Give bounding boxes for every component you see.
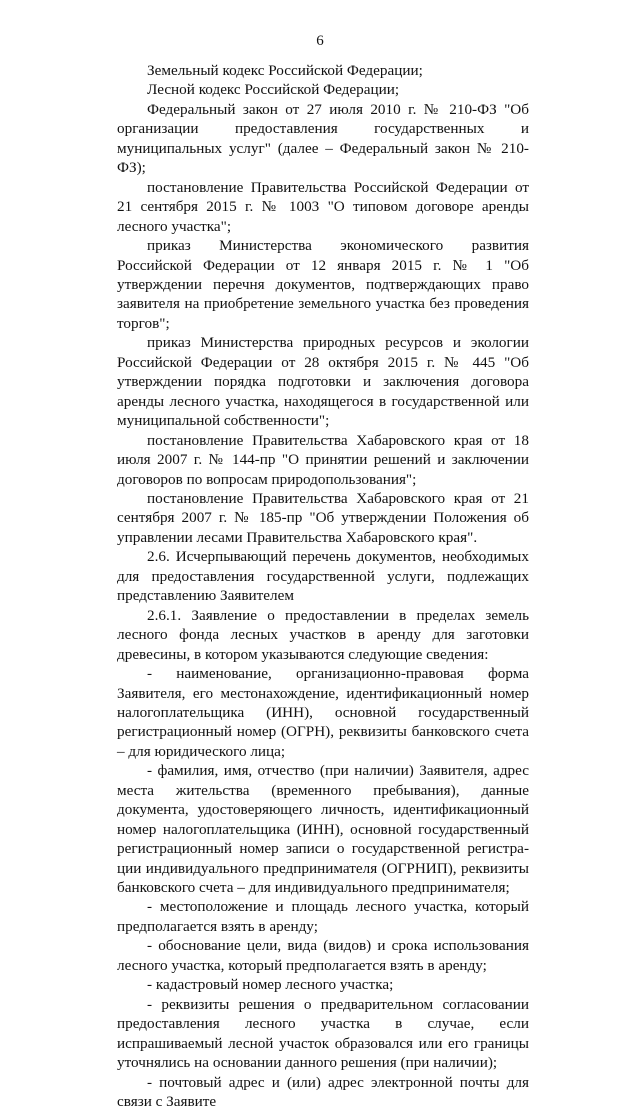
list-item-postal-address: - почтовый адрес и (или) адрес электронной почты для связи с Заявите xyxy=(117,1073,529,1111)
paragraph-land-code: Земельный кодекс Российской Федерации; xyxy=(147,62,423,79)
paragraph-ministry-economy-order: приказ Министерства экономического развития Российской Федерации от 12 января 2015 г. № 1 "Об утверждении перечня документов, подтверждающих право заявителя на приобретение земельного участка без проведения торгов"; xyxy=(117,237,529,332)
paragraph-khabarovsk-resolution-185: постановление Правительства Хабаровского края от 21 сентября 2007 г. № 185-пр "Об утверждении Положения об управлении лесами Правительства Хабаровского края". xyxy=(117,489,529,546)
list-item-purpose: - обоснование цели, вида (видов) и срока использования лесного участка, который предполагается взять в аренду; xyxy=(117,937,529,974)
section-heading-2-6: 2.6. Исчерпывающий перечень документов, необходимых для предоставления государственной услуги, подлежащих представлению Заявителем xyxy=(117,548,529,605)
list-item-individual-entrepreneur: - фамилия, имя, отчество (при наличии) Заявителя, адрес места жительства (временного пребывания), данные документа, удостоверяющего личность, идентификационный номер налогоплательщика (ИНН), основной государственный регистрационный номер записи о государственной регистрации индивидуального предпринимателя (ОГРНИП), реквизиты банковского счета – для индивидуального предпринимателя; xyxy=(117,762,529,897)
paragraph-federal-law-210: Федеральный закон от 27 июля 2010 г. № 210-ФЗ "Об организации предоставления государственных и муниципальных услуг" (далее – Федеральный закон № 210-ФЗ); xyxy=(117,100,529,177)
list-item-cadastral-number: - кадастровый номер лесного участка; xyxy=(147,976,394,994)
document-body xyxy=(117,61,529,1111)
paragraph-forest-code: Лесной кодекс Российской Федерации; xyxy=(147,81,400,99)
list-item-location-area: - местоположение и площадь лесного участка, который предполагается взять в аренду; xyxy=(117,898,529,935)
paragraph-ministry-natural-resources-order: приказ Министерства природных ресурсов и экологии Российской Федерации от 28 октября 2015 г. № 445 "Об утверждении порядка подготовки и заключения договора аренды лесного участка, находящегося в государственной или муниципальной собственности"; xyxy=(117,334,529,430)
paragraph-khabarovsk-resolution-144: постановление Правительства Хабаровского края от 18 июля 2007 г. № 144-пр "О принятии решений и заключении договоров по вопросам природопользования"; xyxy=(117,431,529,488)
paragraph-2-6-1: 2.6.1. Заявление о предоставлении в пределах земель лесного фонда лесных участков в аренду для заготовки древесины, в котором указываются следующие сведения: xyxy=(117,606,529,663)
paragraph-government-resolution-1003: постановление Правительства Российской Федерации от 21 сентября 2015 г. № 1003 "О типовом договоре аренды лесного участка"; xyxy=(117,178,529,235)
list-item-legal-entity: - наименование, организационно-правовая форма Заявителя, его местонахождение, идентификационный номер налогоплательщика (ИНН), основной государственный регистрационный номер (ОГРН), реквизиты банковского счета – для юридического лица; xyxy=(117,665,529,760)
list-item-preliminary-approval: - реквизиты решения о предварительном согласовании предоставления лесного участка в случае, если испрашиваемый лесной участок образовался или его границы уточнялись на основании данного решения (при наличии); xyxy=(117,995,529,1072)
page-number: 6 xyxy=(316,33,324,49)
